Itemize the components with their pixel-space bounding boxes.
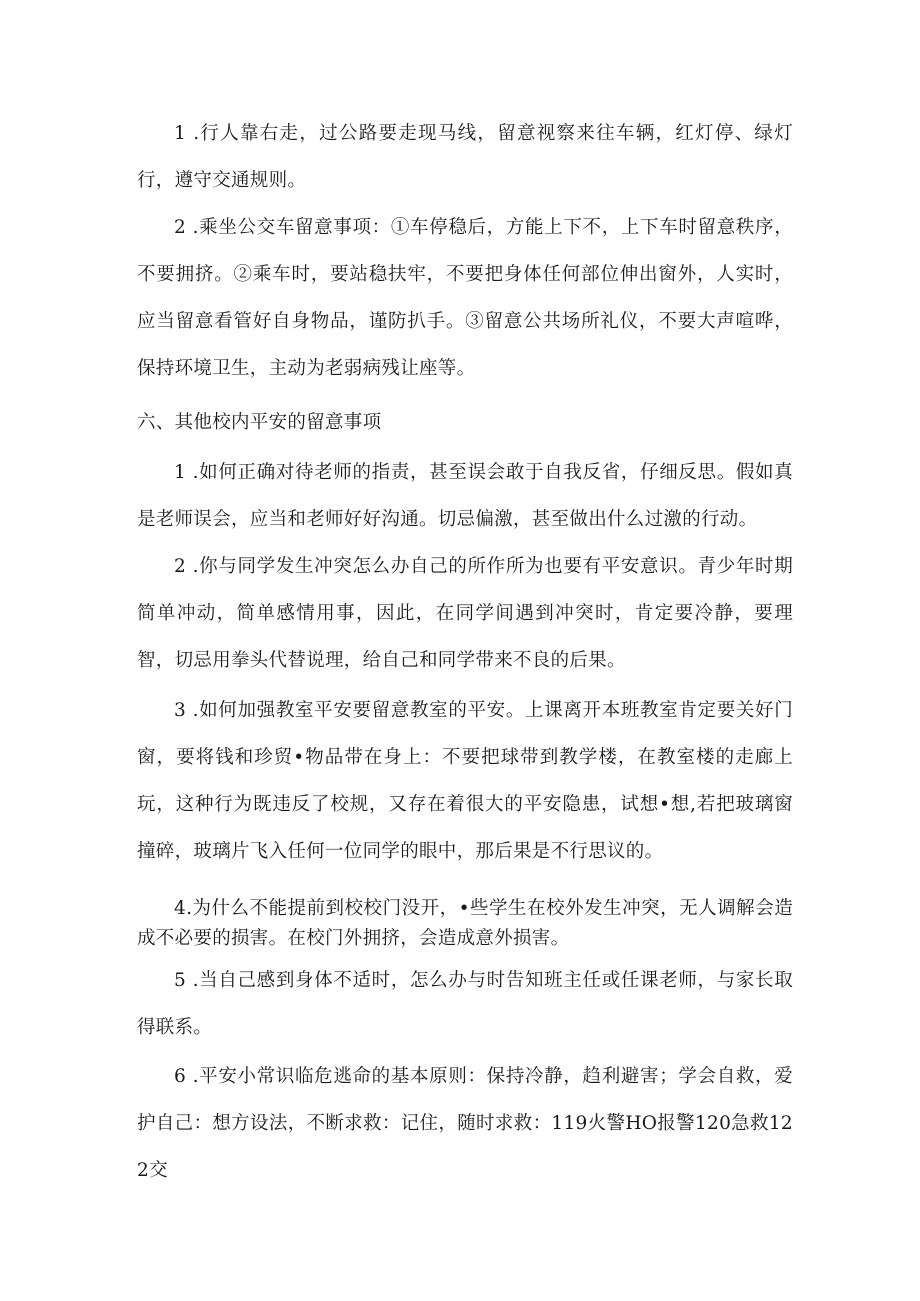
paragraph-text: 5 .当自己感到身体不适时，怎么办与时告知班主任或任课老师，与家长取得联系。 (137, 970, 793, 1038)
paragraph-text: 1 .如何正确对待老师的指责，甚至误会敢于自我反省，仔细反思。假如真是老师误会，应当和老师好好沟通。切忌偏激，甚至做出什么过激的行动。 (137, 462, 793, 530)
paragraph-text: 3 .如何加强教室平安要留意教室的平安。上课离开本班教室肯定要关好门窗，要将钱和珍贸•物品带在身上：不要把球带到教学楼，在教室楼的走廊上玩，这种行为既违反了校规，又存在着很大的平安隐患，试想•想,若把玻璃窗撞碎，玻璃片飞入任何一位同学的眼中，那后果是不行思议的。 (137, 700, 793, 862)
heading-text: 六、其他校内平安的留意事项 (137, 412, 382, 433)
paragraph-feeling-unwell (137, 957, 793, 1051)
paragraph-traffic-rules (137, 110, 793, 204)
paragraph-early-arrival (137, 894, 793, 954)
paragraph-bus-notes (137, 204, 793, 392)
paragraph-classmate-conflict (137, 543, 793, 684)
paragraph-text: 6 .平安小常识临危逃命的基本原则：保持冷静，趋利避害；学会自救，爱护自己：想方设法，不断求救：记住，随时求救：119火警HO报警120急救122交 (137, 1066, 793, 1181)
paragraph-classroom-safety (137, 687, 793, 875)
paragraph-teacher-criticism (137, 449, 793, 543)
paragraph-text: 4.为什么不能提前到校校门没开，•些学生在校外发生冲突，无人调解会造成不必要的损害。在校门外拥挤，会造成意外损害。 (137, 898, 793, 949)
paragraph-text: 1 .行人靠右走，过公路要走现马线，留意视察来往车辆，红灯停、绿灯行，遵守交通规则。 (137, 123, 793, 191)
section-heading (137, 399, 793, 446)
paragraph-text: 2 .乘坐公交车留意事项：①车停稳后，方能上下不，上下车时留意秩序，不要拥挤。②乘车时，要站稳扶牢，不要把身体任何部位伸出窗外，人实时，应当留意看管好自身物品，谨防扒手。③留意公共场所礼仪，不要大声喧哗，保持环境卫生，主动为老弱病残让座等。 (137, 217, 793, 379)
paragraph-text: 2 .你与同学发生冲突怎么办自己的所作所为也要有平安意识。青少年时期简单冲动，简单感情用事，因此，在同学间遇到冲突时，肯定要冷静，要理智，切忌用拳头代替说理，给自己和同学带来不良的后果。 (137, 556, 793, 671)
paragraph-safety-tips (137, 1053, 793, 1194)
